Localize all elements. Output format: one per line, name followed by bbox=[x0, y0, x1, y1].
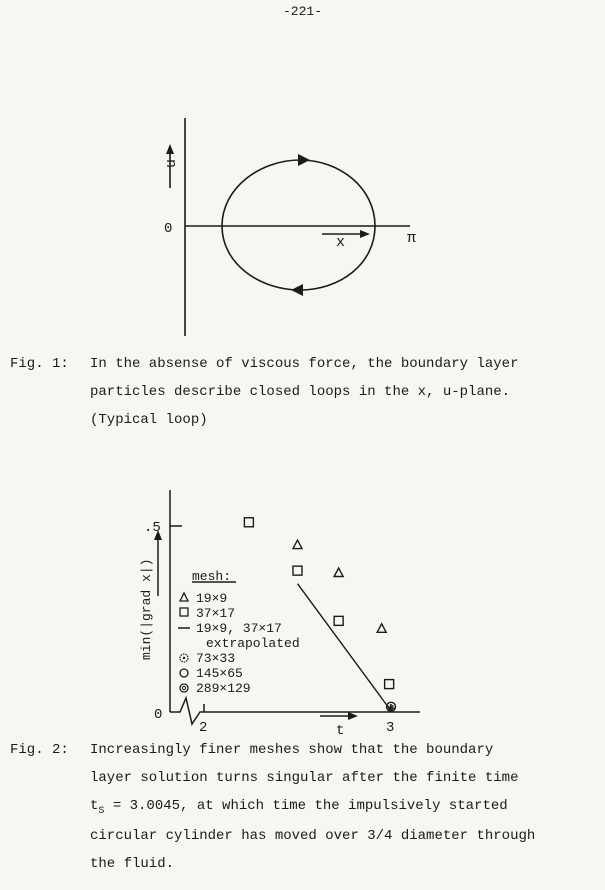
figure-1-caption-line-3: (Typical loop) bbox=[90, 412, 208, 428]
figure-1-label: Fig. 1: bbox=[10, 356, 69, 372]
x-variable-label: x bbox=[336, 234, 346, 251]
ts-rest: = 3.0045, at which time the impulsively started bbox=[104, 798, 508, 814]
page-number: -221- bbox=[282, 4, 322, 19]
legend-circle-icon bbox=[180, 669, 188, 677]
closed-loop-curve bbox=[222, 160, 375, 290]
legend-label-extrapolated: extrapolated bbox=[206, 636, 300, 651]
legend-double-circle-icon bbox=[180, 684, 188, 692]
loop-direction-arrow-bottom-icon bbox=[291, 284, 303, 296]
figure-2-caption-line-3 bbox=[10, 792, 600, 822]
series-1-point-1-square bbox=[293, 566, 302, 575]
series-1-point-2-square bbox=[334, 616, 343, 625]
figure-2-label: Fig. 2: bbox=[10, 742, 69, 758]
legend-label-37x17: 37×17 bbox=[196, 606, 236, 621]
y-tick-label-0: 0 bbox=[154, 707, 163, 723]
legend-dotted-circle-center bbox=[183, 657, 185, 659]
series-0-point-2-triangle bbox=[377, 624, 386, 633]
x-tick-label-2: 2 bbox=[199, 720, 208, 735]
legend-square-icon bbox=[180, 608, 188, 616]
legend-label-145x65: 145×65 bbox=[196, 666, 243, 681]
figure-2-caption-line-5: the fluid. bbox=[90, 856, 175, 872]
loop-direction-arrow-top-icon bbox=[298, 154, 310, 166]
ts-symbol: t bbox=[90, 798, 99, 814]
series-0-point-0-triangle bbox=[293, 540, 302, 549]
x-arrow-head-icon bbox=[360, 230, 370, 238]
figure-2-chart bbox=[130, 490, 430, 735]
ts-subscript: S bbox=[98, 806, 105, 817]
series-0-point-1-triangle bbox=[334, 568, 343, 577]
legend-label-73x33: 73×33 bbox=[196, 651, 236, 666]
u-axis-label: u bbox=[163, 158, 180, 168]
figure-2-caption-line-2: layer solution turns singular after the finite time bbox=[90, 770, 519, 786]
origin-label: 0 bbox=[164, 221, 173, 237]
legend bbox=[178, 569, 300, 696]
series-1-point-0-square bbox=[244, 518, 253, 527]
series-1-point-3-square bbox=[385, 680, 394, 689]
legend-label-289x129: 289×129 bbox=[196, 681, 251, 696]
figure-1-caption bbox=[10, 350, 600, 434]
x-tick-label-3: 3 bbox=[386, 720, 395, 735]
t-arrow-head-icon bbox=[348, 712, 358, 720]
data-marks bbox=[244, 518, 395, 712]
legend-title: mesh: bbox=[192, 569, 232, 584]
y-tick-label-05: .5 bbox=[144, 520, 161, 536]
figure-2-caption-line-1: Increasingly finer meshes show that the boundary bbox=[90, 742, 494, 758]
u-arrow-head-icon bbox=[166, 144, 174, 154]
figure-2-caption bbox=[10, 736, 600, 878]
figure-2-caption-line-4: circular cylinder has moved over 3/4 diameter through bbox=[90, 828, 536, 844]
pi-axis-label: π bbox=[407, 230, 417, 247]
figure-1-loop-diagram bbox=[150, 108, 440, 343]
figure-1-caption-line-1: In the absense of viscous force, the boundary layer bbox=[90, 356, 519, 372]
legend-label-19x9: 19×9 bbox=[196, 591, 228, 606]
x-axis-break-line bbox=[170, 698, 420, 724]
legend-triangle-icon bbox=[180, 593, 188, 601]
extrapolated-line bbox=[298, 584, 392, 712]
x-axis-label: t bbox=[336, 723, 345, 735]
y-axis-label: min(|grad x|) bbox=[139, 558, 154, 660]
legend-label-extrapolated-meshes: 19×9, 37×17 bbox=[196, 621, 282, 636]
legend-double-circle-inner bbox=[182, 686, 185, 689]
figure-1-caption-line-2: particles describe closed loops in the x, u-plane. bbox=[90, 384, 511, 400]
